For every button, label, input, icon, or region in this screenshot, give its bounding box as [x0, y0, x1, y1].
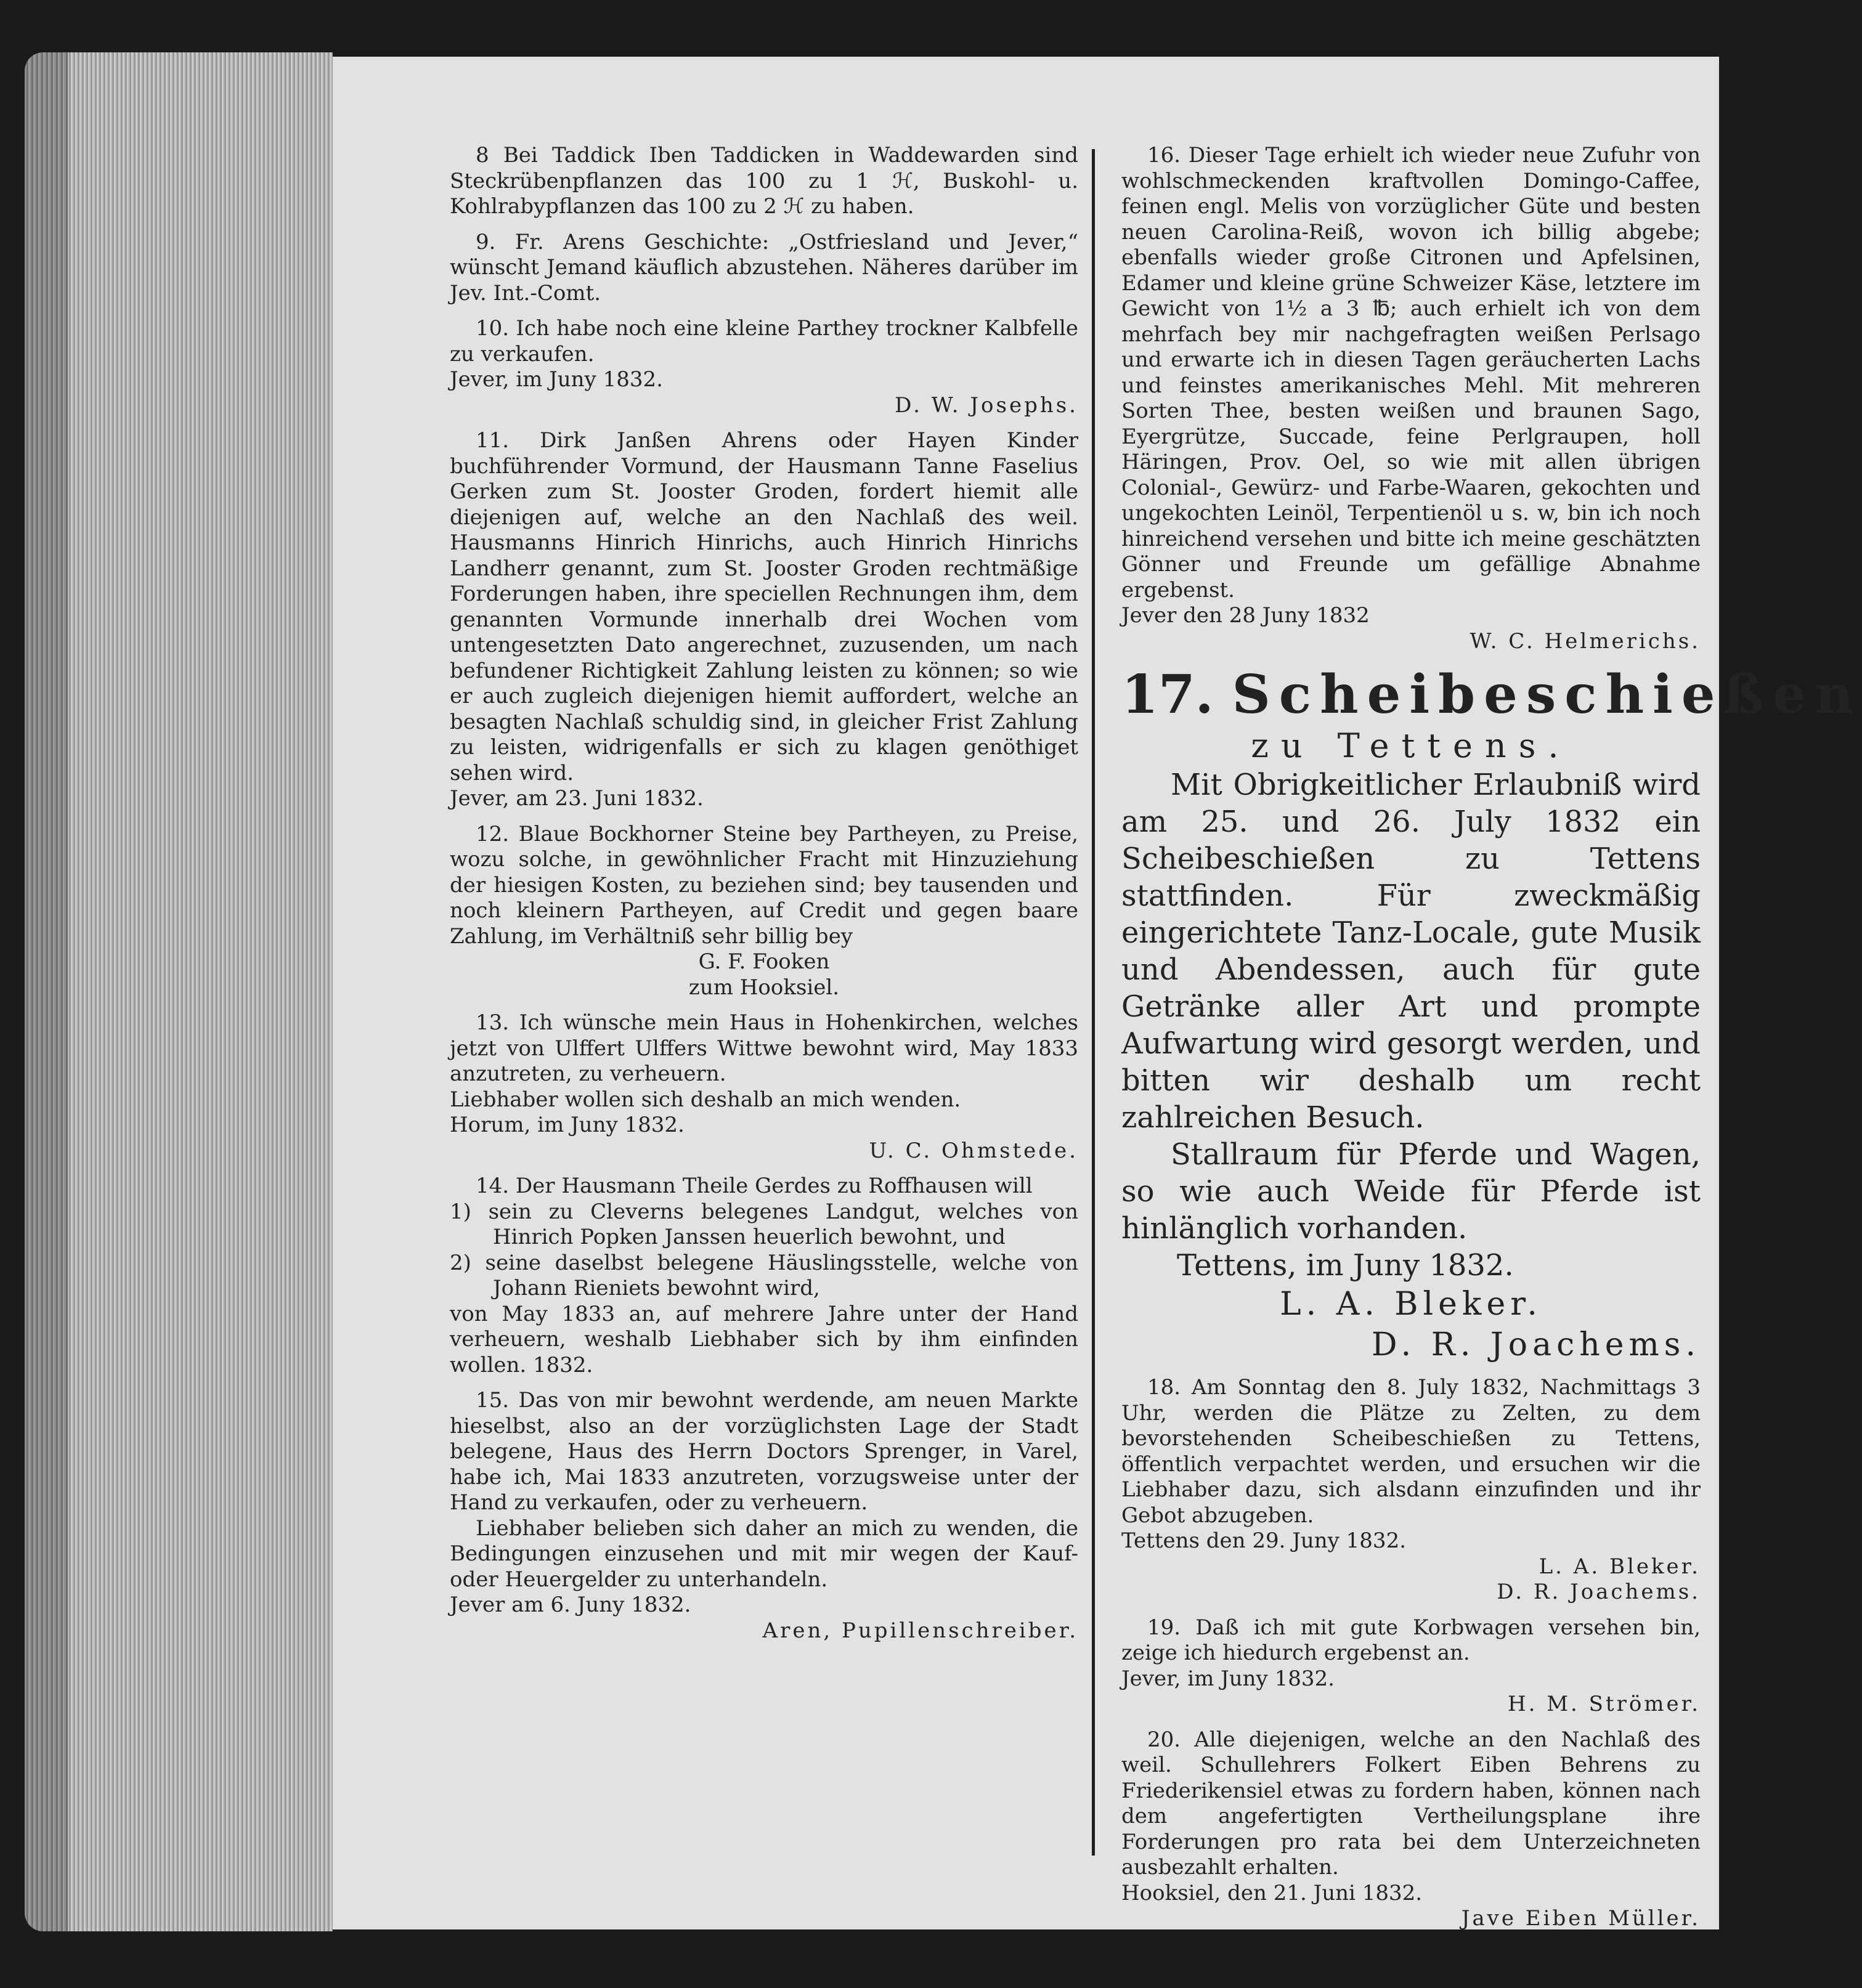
notice-16-text: 16. Dieser Tage erhielt ich wieder neue Zufuhr von wohlschmeckenden kraftvollen Domingo-Caffee, feinen engl. Melis von vorzüglicher Güte und besten neuen Carolina-Reiß, wovon ich billig abgebe; ebenfalls wieder große Citronen und Apfelsinen, Edamer und kleine grüne Schweizer Käse, letztere im Gewicht von 1½ a 3 ℔; auch erhielt ich von dem mehrfach bey mir nachgefragten weißen Perlsago und erwarte ich in diesen Tagen geräucherten Lachs und feinstes amerikanisches Mehl. Mit mehreren Sorten Thee, besten weißen und braunen Sago, Eyergrütze, Succade, feine Perlgraupen, holl Häringen, Prov. Oel, so wie mit allen übrigen Colonial-, Gewürz- und Farbe-Waaren, gekochten und ungekochten Leinöl, Terpentienöl u s. w, bin ich noch hinreichend versehen und bitte ich meine geschätzten Gönner und Freunde um gefällige Abnahme ergebenst. — [1121, 143, 1701, 602]
notice-8 — [450, 143, 1078, 220]
notice-17-text: Mit Obrigkeitlicher Erlaubniß wird am 25. und 26. July 1832 ein Scheibeschießen zu Tettens stattfinden. Für zweckmäßig eingerichtete Tanz-Locale, gute Musik und Abendessen, auch für gute Getränke aller Art und prompte Aufwartung wird gesorgt werden, und bitten wir deshalb um recht zahlreichen Besuch. — [1121, 768, 1701, 1135]
notice-20-place: Hooksiel, den 21. Juni 1832. — [1121, 1880, 1423, 1905]
notice-20 — [1121, 1727, 1701, 1932]
right-column — [1121, 143, 1862, 1942]
notice-18-signature-1: L. A. Bleker. — [1539, 1554, 1701, 1579]
notice-13-place: Horum, im Juny 1832. — [450, 1113, 685, 1137]
notice-13-text: 13. Ich wünsche mein Haus in Hohenkirchen, welches jetzt von Ulffert Ulffers Wittwe bewohnt wird, May 1833 anzutreten, zu verheuern. — [450, 1010, 1078, 1086]
notice-19 — [1121, 1615, 1701, 1718]
left-column — [450, 143, 1078, 1653]
notice-19-signature: H. M. Strömer. — [1507, 1692, 1701, 1716]
notice-17-number: 17. — [1121, 663, 1214, 726]
notice-15-signature: Aren, Pupillenschreiber. — [762, 1618, 1078, 1643]
notice-16 — [1121, 143, 1701, 654]
newspaper-page — [333, 57, 1862, 1931]
notice-15 — [450, 1388, 1078, 1644]
notice-15-text: 15. Das von mir bewohnt werdende, am neuen Markte hieselbst, also an der vorzüglichsten Lage der Stadt belegene, Haus des Herrn Doctors Sprenger, in Varel, habe ich, Mai 1833 anzutreten, vorzugsweise unter der Hand zu verkaufen, oder zu verheuern. — [450, 1388, 1078, 1515]
column-divider — [1092, 149, 1095, 1856]
notice-19-place: Jever, im Juny 1832. — [1121, 1666, 1335, 1691]
notice-17-title: Scheibeschießen — [1232, 663, 1862, 726]
notice-16-place: Jever den 28 Juny 1832 — [1121, 603, 1370, 628]
notice-18 — [1121, 1375, 1701, 1605]
notice-12-signature-place: zum Hooksiel. — [688, 975, 840, 1000]
notice-18-text: 18. Am Sonntag den 8. July 1832, Nachmittags 3 Uhr, werden die Plätze zu Zelten, zu dem bevorstehenden Scheibeschießen zu Tettens, öffentlich verpachtet werden, und ersuchen wir die Liebhaber dazu, sich alsdann einzufinden und ihr Gebot abzugeben. — [1121, 1375, 1701, 1528]
notice-15-place: Jever am 6. Juny 1832. — [450, 1592, 691, 1617]
notice-18-place: Tettens den 29. Juny 1832. — [1121, 1528, 1407, 1553]
notice-12-text: 12. Blaue Bockhorner Steine bey Partheyen, zu Preise, wozu solche, in gewöhnlicher Fracht mit Hinzuziehung der hiesigen Kosten, zu beziehen sind; bey tausenden und noch kleinern Partheyen, auf Credit und gegen baare Zahlung, im Verhältniß sehr billig bey — [450, 821, 1078, 949]
notice-20-signature: Jave Eiben Müller. — [1461, 1906, 1701, 1931]
notice-11-text: 11. Dirk Janßen Ahrens oder Hayen Kinder buchführender Vormund, der Hausmann Tanne Faselius Gerken zum St. Jooster Groden, fordert hiemit alle diejenigen auf, welche an den Nachlaß des weil. Hausmanns Hinrich Hinrichs, auch Hinrich Hinrichs Landherr genannt, zum St. Jooster Groden rechtmäßige Forderungen haben, ihre speciellen Rechnungen ihm, dem genannten Vormunde innerhalb drei Wochen vom untengesetzten Dato angerechnet, zuzusenden, um nach befundener Richtigkeit Zahlung leisten zu können; so wie er auch zugleich diejenigen hiemit auffordert, welche an besagten Nachlaß schuldig sind, in gleicher Frist Zahlung zu leisten, widrigenfalls er sich zu klagen genöthiget sehen wird. — [450, 428, 1078, 785]
notice-19-text: 19. Daß ich mit gute Korbwagen versehen bin, zeige ich hiedurch ergebenst an. — [1121, 1615, 1701, 1665]
notice-17 — [1121, 663, 1862, 1365]
notice-16-signature: W. C. Helmerichs. — [1470, 628, 1701, 654]
notice-10 — [450, 316, 1078, 418]
notice-10-signature: D. W. Josephs. — [895, 392, 1078, 418]
notice-10-place: Jever, im Juny 1832. — [450, 367, 663, 392]
notice-17-heading — [1121, 663, 1862, 726]
notice-12 — [450, 822, 1078, 1001]
notice-14-text: 14. Der Hausmann Theile Gerdes zu Roffhausen will — [476, 1174, 1033, 1198]
notice-14 — [450, 1174, 1078, 1378]
notice-15-text-b: Liebhaber belieben sich daher an mich zu wenden, die Bedingungen einzusehen und mit mir wegen der Kauf- oder Heuergelder zu unterhandeln. — [450, 1515, 1078, 1592]
notice-13-signature: U. C. Ohmstede. — [869, 1138, 1078, 1163]
notice-17-signature-1: L. A. Bleker. — [1280, 1286, 1542, 1323]
notice-17-signature-2: D. R. Joachems. — [1371, 1326, 1701, 1363]
notice-11 — [450, 428, 1078, 812]
notice-9-text: 9. Fr. Arens Geschichte: „Ostfriesland und Jever,“ wünscht Jemand käuflich abzustehen. Näheres darüber im Jev. Int.-Comt. — [450, 229, 1078, 306]
notice-20-text: 20. Alle diejenigen, welche an den Nachlaß des weil. Schullehrers Folkert Eiben Behrens zu Friederikensiel etwas zu fordern haben, können nach dem angefertigten Vertheilungsplane ihre Forderungen pro rata bei dem Unterzeichneten ausbezahlt erhalten. — [1121, 1727, 1701, 1880]
notice-14-item-1: 1) sein zu Cleverns belegenes Landgut, welches von Hinrich Popken Janssen heuerlich bewohnt, und — [450, 1199, 1078, 1249]
notice-14-item-2: 2) seine daselbst belegene Häuslingsstelle, welche von Johann Rieniets bewohnt wird, — [450, 1250, 1078, 1300]
notice-13 — [450, 1010, 1078, 1164]
notice-9 — [450, 230, 1078, 307]
page-fore-edge — [68, 52, 333, 1931]
notice-14-tail: von May 1833 an, auf mehrere Jahre unter der Hand verheuern, weshalb Liebhaber sich by ihm einfinden wollen. 1832. — [450, 1301, 1078, 1377]
notice-12-signature: G. F. Fooken — [698, 949, 830, 974]
notice-8-text: 8 Bei Taddick Iben Taddicken in Waddewarden sind Steckrübenpflanzen das 100 zu 1 ℋ, Buskohl- u. Kohlrabypflanzen das 100 zu 2 ℋ zu haben. — [450, 143, 1078, 219]
notice-17-subtitle: zu Tettens. — [1251, 726, 1571, 765]
notice-17-text-b: Stallraum für Pferde und Wagen, so wie auch Weide für Pferde ist hinlänglich vorhanden. — [1121, 1137, 1701, 1246]
notice-11-place: Jever, am 23. Juni 1832. — [450, 786, 704, 811]
notice-10-text: 10. Ich habe noch eine kleine Parthey trockner Kalbfelle zu verkaufen. — [450, 316, 1078, 367]
notice-13-text-b: Liebhaber wollen sich deshalb an mich wenden. — [450, 1087, 961, 1112]
notice-17-place: Tettens, im Juny 1832. — [1177, 1248, 1514, 1283]
notice-18-signature-2: D. R. Joachems. — [1497, 1580, 1701, 1604]
